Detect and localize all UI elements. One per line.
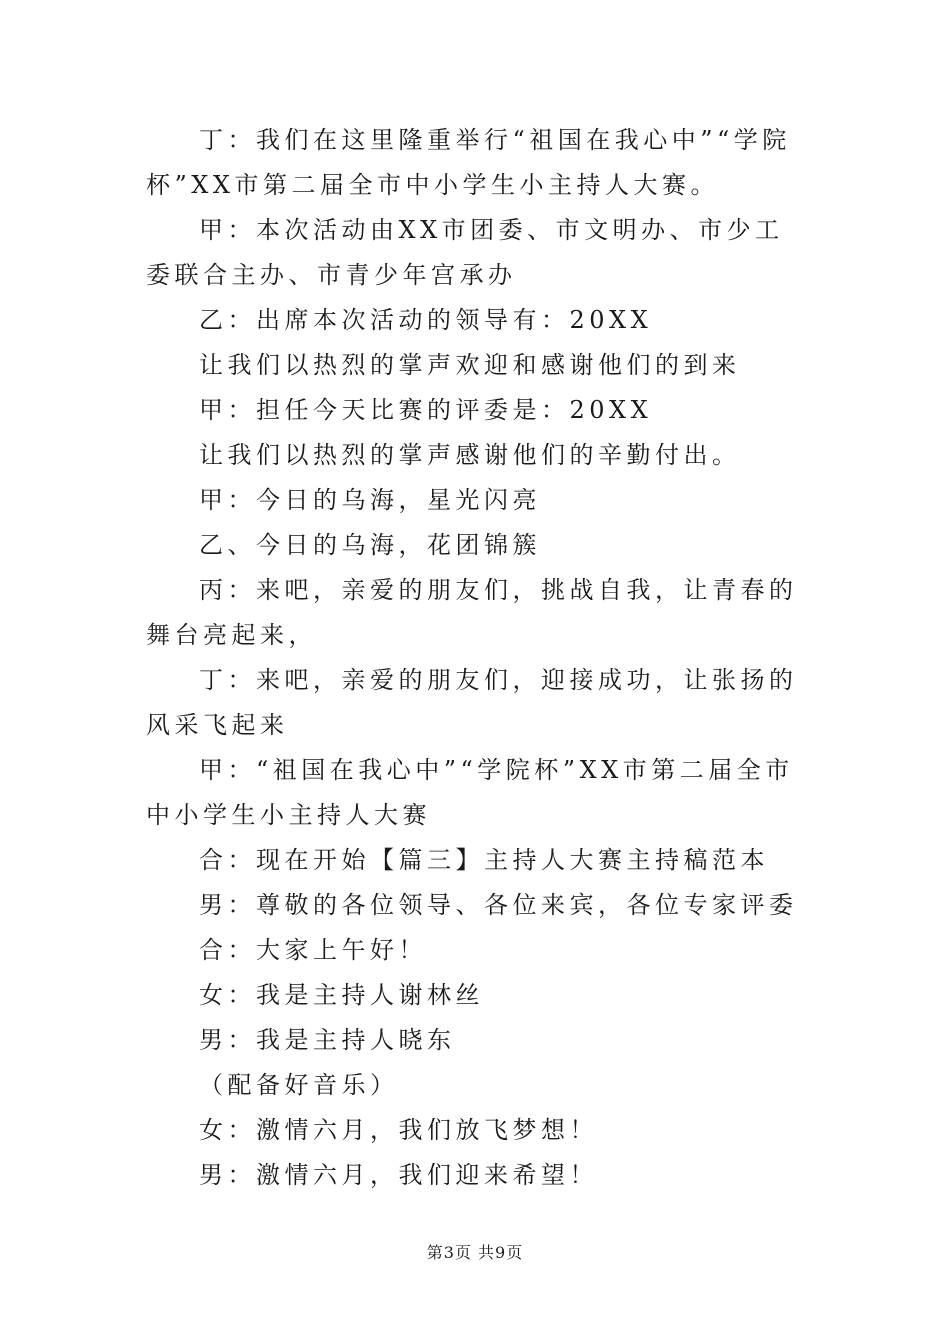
paragraph: 男：我是主持人晓东 — [199, 1026, 456, 1054]
paragraph: 男：激情六月，我们迎来希望！ — [199, 1161, 598, 1189]
document-body — [146, 118, 808, 1198]
paragraph: 丁：来吧，亲爱的朋友们，迎接成功，让张扬的风采飞起来 — [146, 666, 798, 739]
paragraph: 甲：“祖国在我心中”“学院杯”XX市第二届全市中小学生小主持人大赛 — [146, 756, 794, 829]
paragraph: （配备好音乐） — [199, 1071, 399, 1099]
paragraph: 丁：我们在这里隆重举行“祖国在我心中”“学院杯”XX市第二届全市中小学生小主持人大赛。 — [146, 126, 791, 199]
paragraph: 乙、今日的乌海，花团锦簇 — [199, 531, 541, 559]
paragraph: 甲：担任今天比赛的评委是：20XX — [199, 396, 653, 424]
page-number-footer: 第3页 共9页 — [426, 1243, 524, 1262]
paragraph: 甲：本次活动由XX市团委、市文明办、市少工委联合主办、市青少年宫承办 — [146, 216, 784, 289]
paragraph: 丙：来吧，亲爱的朋友们，挑战自我，让青春的舞台亮起来， — [146, 576, 798, 649]
paragraph: 让我们以热烈的掌声欢迎和感谢他们的到来 — [199, 351, 741, 379]
paragraph: 乙：出席本次活动的领导有：20XX — [199, 306, 653, 334]
paragraph: 女：激情六月，我们放飞梦想！ — [199, 1116, 598, 1144]
paragraph: 女：我是主持人谢林丝 — [199, 981, 484, 1009]
paragraph: 男：尊敬的各位领导、各位来宾，各位专家评委 — [199, 891, 798, 919]
paragraph: 让我们以热烈的掌声感谢他们的辛勤付出。 — [199, 441, 741, 469]
paragraph: 甲：今日的乌海，星光闪亮 — [199, 486, 541, 514]
paragraph: 合：现在开始【篇三】主持人大赛主持稿范本 — [199, 846, 769, 874]
paragraph: 合：大家上午好！ — [199, 936, 427, 964]
